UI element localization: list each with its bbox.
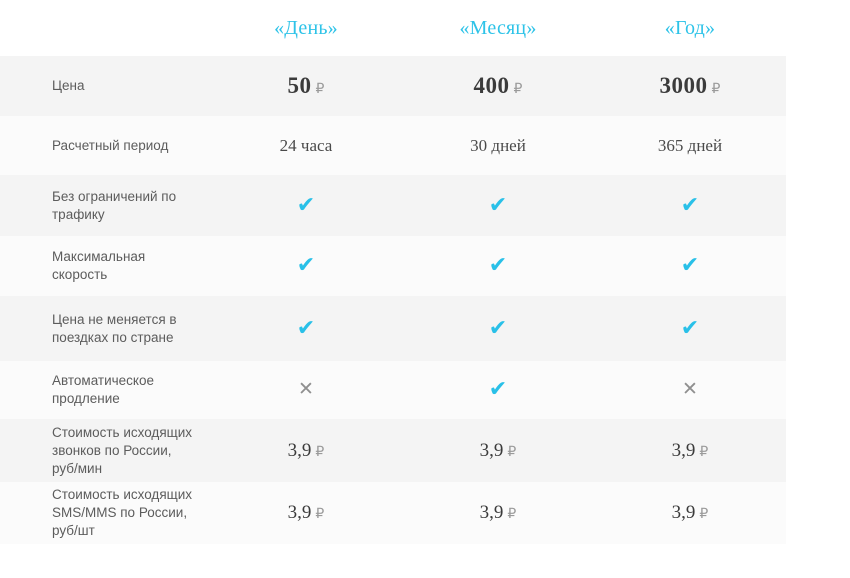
- row-label-call-rate: Стоимость исходящих звонков по России, руб/мин: [0, 419, 210, 482]
- check-icon: ✔: [488, 192, 508, 218]
- check-icon: ✔: [488, 315, 508, 341]
- cell-unlimited-month: [402, 175, 594, 236]
- rate-value: 3,9: [671, 439, 696, 461]
- row-pad-cell: [786, 56, 850, 116]
- cell-price-month: [402, 56, 594, 116]
- cell-call-rate-month: [402, 419, 594, 482]
- cell-price-year: [594, 56, 786, 116]
- cell-sms-rate-month: [402, 482, 594, 544]
- header-pad-cell: [786, 0, 850, 56]
- row-pad-cell: [786, 175, 850, 236]
- cell-renewal-day: [210, 361, 402, 419]
- check-icon: ✔: [680, 315, 700, 341]
- cell-renewal-year: [594, 361, 786, 419]
- check-icon: ✔: [488, 377, 508, 402]
- rate-value: 3,9: [479, 439, 504, 461]
- cell-period-year: [594, 116, 786, 175]
- cell-call-rate-day: [210, 419, 402, 482]
- cross-icon: ✕: [298, 378, 314, 400]
- rate-value: 3,9: [671, 502, 696, 523]
- cell-period-day: [210, 116, 402, 175]
- header-empty-cell: [0, 0, 210, 56]
- cell-stable-year: [594, 296, 786, 361]
- currency-symbol: ₽: [513, 82, 523, 97]
- table-row: [0, 361, 850, 419]
- row-pad-cell: [786, 482, 850, 544]
- price-value: 50: [287, 73, 312, 98]
- plan-header-year[interactable]: «Год»: [594, 0, 786, 56]
- currency-symbol: ₽: [699, 444, 709, 460]
- plan-header-day[interactable]: «День»: [210, 0, 402, 56]
- table-row: [0, 56, 850, 116]
- cell-speed-year: [594, 236, 786, 296]
- cell-unlimited-year: [594, 175, 786, 236]
- cross-icon: ✕: [682, 378, 698, 400]
- cell-sms-rate-day: [210, 482, 402, 544]
- cell-speed-month: [402, 236, 594, 296]
- rate-value: 3,9: [287, 502, 312, 523]
- period-value: 24 часа: [279, 135, 333, 155]
- price-value: 3000: [659, 73, 708, 98]
- row-label-price: Цена: [0, 56, 210, 116]
- rate-value: 3,9: [479, 502, 504, 523]
- rate-value: 3,9: [287, 439, 312, 461]
- cell-stable-month: [402, 296, 594, 361]
- period-value: 30 дней: [470, 135, 526, 155]
- cell-speed-day: [210, 236, 402, 296]
- plan-header-month[interactable]: «Месяц»: [402, 0, 594, 56]
- currency-symbol: ₽: [315, 444, 325, 460]
- cell-call-rate-year: [594, 419, 786, 482]
- check-icon: ✔: [296, 253, 316, 278]
- cell-unlimited-day: [210, 175, 402, 236]
- row-label-auto-renewal: Автоматическое продление: [0, 361, 210, 419]
- row-pad-cell: [786, 116, 850, 175]
- currency-symbol: ₽: [507, 507, 517, 522]
- table-row: [0, 482, 850, 544]
- cell-period-month: [402, 116, 594, 175]
- row-label-max-speed: Максимальная скорость: [0, 236, 210, 296]
- table-row: [0, 116, 850, 175]
- table-row: [0, 296, 850, 361]
- table-row: [0, 419, 850, 482]
- table-header-row: [0, 0, 850, 56]
- check-icon: ✔: [488, 253, 508, 278]
- row-pad-cell: [786, 361, 850, 419]
- check-icon: ✔: [680, 192, 700, 218]
- check-icon: ✔: [296, 315, 316, 341]
- currency-symbol: ₽: [699, 507, 709, 522]
- row-pad-cell: [786, 296, 850, 361]
- check-icon: ✔: [296, 192, 316, 218]
- currency-symbol: ₽: [315, 82, 325, 97]
- cell-sms-rate-year: [594, 482, 786, 544]
- row-label-unlimited-traffic: Без ограничений по трафику: [0, 175, 210, 236]
- cell-renewal-month: [402, 361, 594, 419]
- row-label-sms-rate: Стоимость исходящих SMS/MMS по России, руб/шт: [0, 482, 210, 544]
- row-pad-cell: [786, 236, 850, 296]
- cell-price-day: [210, 56, 402, 116]
- table-row: [0, 236, 850, 296]
- cell-stable-day: [210, 296, 402, 361]
- period-value: 365 дней: [657, 135, 723, 155]
- currency-symbol: ₽: [507, 444, 517, 460]
- table-row: [0, 175, 850, 236]
- row-label-price-stable: Цена не меняется в поездках по стране: [0, 296, 210, 361]
- currency-symbol: ₽: [315, 507, 325, 522]
- currency-symbol: ₽: [711, 82, 721, 97]
- row-label-billing-period: Расчетный период: [0, 116, 210, 175]
- price-value: 400: [473, 73, 510, 98]
- check-icon: ✔: [680, 253, 700, 278]
- row-pad-cell: [786, 419, 850, 482]
